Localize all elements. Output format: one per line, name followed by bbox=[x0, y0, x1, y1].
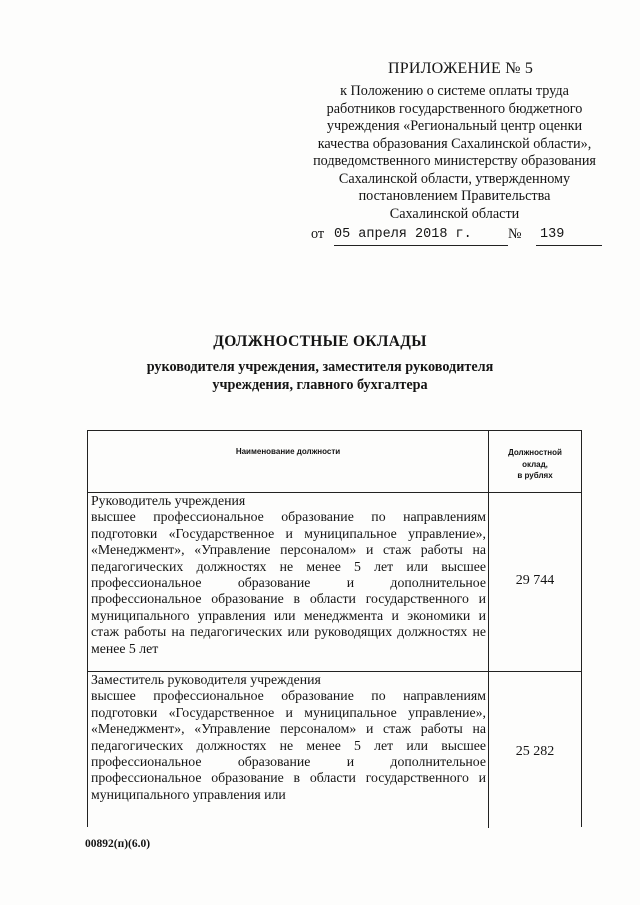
appendix-line: качества образования Сахалинской области», bbox=[317, 135, 592, 152]
header-salary-line: оклад, bbox=[522, 459, 548, 469]
number-field bbox=[536, 227, 602, 246]
number-sign: № bbox=[508, 226, 522, 242]
document-title: ДОЛЖНОСТНЫЕ ОКЛАДЫ bbox=[213, 333, 427, 350]
resolution-date: 05 апреля 2018 г. bbox=[334, 227, 472, 242]
appendix-line: работников государственного бюджетного bbox=[326, 100, 583, 117]
header-salary-line: в рублях bbox=[517, 471, 553, 480]
header-position-name: Наименование должности bbox=[235, 447, 341, 456]
position-cell bbox=[91, 672, 486, 803]
header-salary-line: Должностной bbox=[508, 448, 562, 457]
appendix-line: учреждения «Региональный центр оценки bbox=[326, 118, 583, 134]
document-subtitle bbox=[0, 359, 640, 394]
appendix-line: подведомственного министерству образования bbox=[313, 153, 596, 169]
resolution-date-number bbox=[311, 226, 611, 248]
table-header-row bbox=[88, 431, 581, 493]
appendix-title: ПРИЛОЖЕНИЕ № 5 bbox=[388, 60, 534, 77]
position-requirements: высшее профессиональное образование по направлениям подготовки «Государственное и муниципальное управление», «Менеджмент», «Управление персоналом» и стаж работы на педагогических должностях не менее 5 лет или высшее профессиональное образование и дополнительное профессиональное образование в области государственного и муниципального управления или менеджмента и экономики и стаж работы на педагогических или руководящих должностях не менее 5 лет bbox=[91, 509, 486, 656]
appendix-line: Сахалинской области, утвержденному bbox=[338, 170, 571, 187]
position-requirements: высшее профессиональное образование по направлениям подготовки «Государственное и муниципальное управление», «Менеджмент», «Управление персоналом» и стаж работы на педагогических должностях не менее 5 лет или высшее профессиональное образование и дополнительное профессиональное образование в области государственного и муниципального управления или bbox=[91, 688, 486, 802]
position-cell bbox=[91, 493, 486, 657]
salary-table bbox=[87, 430, 582, 827]
appendix-line: постановлением Правительства bbox=[358, 188, 551, 204]
appendix-line: к Положению о системе оплаты труда bbox=[340, 83, 569, 99]
resolution-number: 139 bbox=[540, 227, 565, 242]
appendix-description bbox=[292, 83, 617, 223]
position-name: Руководитель учреждения bbox=[91, 493, 246, 508]
document-code: 00892(п)(6.0) bbox=[85, 838, 151, 850]
subtitle-line: руководителя учреждения, заместителя руководителя bbox=[146, 359, 494, 375]
date-field bbox=[334, 227, 508, 246]
appendix-line: Сахалинской области bbox=[389, 205, 520, 222]
header-salary bbox=[489, 447, 581, 482]
position-name: Заместитель руководителя учреждения bbox=[91, 672, 321, 687]
salary-value: 29 744 bbox=[515, 573, 555, 588]
table-row bbox=[88, 672, 581, 828]
salary-value: 25 282 bbox=[515, 744, 555, 759]
date-prefix: от bbox=[311, 226, 325, 242]
table-row bbox=[88, 493, 581, 672]
subtitle-line: учреждения, главного бухгалтера bbox=[212, 376, 428, 393]
